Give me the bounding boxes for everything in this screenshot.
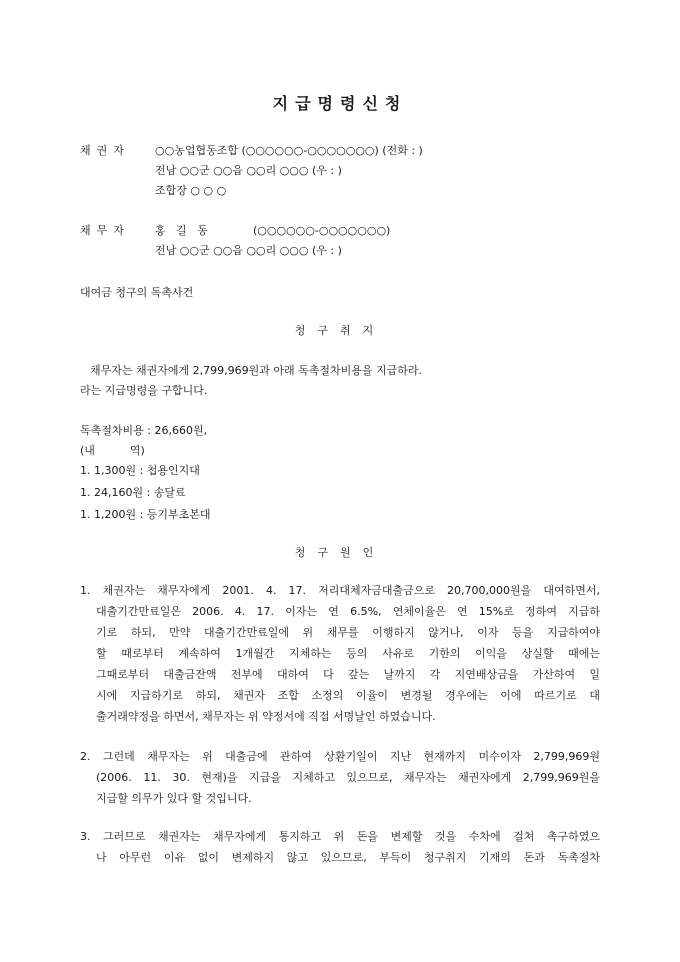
cause-p1-line-2: 대출기간만료일은 2006. 4. 17. 이자는 연 6.5%, 연체이율은 연 15%로 정하여 지급하 [96, 605, 600, 618]
document-title: 지급명령신청 [272, 94, 408, 113]
claim-purpose-heading: 청구취지 [294, 324, 386, 337]
cost-item-stamp: 1. 1,300원 : 첩용인지대 [80, 464, 200, 477]
cost-breakdown-label: (내 역) [80, 444, 145, 457]
cause-p1-line-7: 출거래약정을 하면서, 채무자는 위 약정서에 직접 서명날인 하였습니다. [96, 710, 436, 723]
cost-total: 독촉절차비용 : 26,660원, [80, 424, 208, 437]
cause-p2-line-3: 지급할 의무가 있다 할 것입니다. [96, 792, 252, 805]
cause-p2-line-2: (2006. 11. 30. 현재)을 지급을 지체하고 있으므로, 채무자는 채권자에게 2,799,969원을 [96, 771, 600, 784]
cause-p1-line-3: 기로 하되, 만약 대출기간만료일에 위 채무를 이행하지 않거나, 이자 등을 지급하여야 [96, 626, 600, 639]
creditor-label: 채권자 [80, 144, 130, 157]
cause-p1-line-5: 그때로부터 대출금잔액 전부에 대하여 다 갚는 날까지 각 지연배상금을 가산하여 일 [96, 668, 600, 681]
cause-p1-line-1: 1. 채권자는 채무자에게 2001. 4. 17. 저리대체자금대출금으로 20,700,000원을 대여하면서, [80, 584, 600, 597]
claim-purpose-line-1: 채무자는 채권자에게 2,799,969원과 아래 독촉절차비용을 지급하라. [90, 364, 422, 377]
creditor-representative: 조합장 ○ ○ ○ [155, 184, 227, 197]
cause-p1-line-6: 시에 지급하기로 하되, 채권자 조합 소정의 이율이 변경될 경우에는 이에 따르기로 대 [96, 689, 600, 702]
debtor-id-number: (○○○○○○-○○○○○○○) [253, 224, 391, 237]
creditor-line-1: ○○농업협동조합 (○○○○○○-○○○○○○○) (전화 : ) [155, 144, 423, 157]
cause-p2-line-1: 2. 그런데 채무자는 위 대출금에 관하여 상환기일이 지난 현재까지 미수이자 2,799,969원 [80, 750, 600, 763]
case-name: 대여금 청구의 독촉사건 [80, 286, 194, 299]
claim-purpose-line-2: 라는 지급명령을 구합니다. [80, 384, 208, 397]
cause-p3-line-1: 3. 그러므로 채권자는 채무자에게 통지하고 위 돈을 변제할 것을 수차에 걸쳐 촉구하였으 [80, 830, 600, 843]
cause-p1-line-4: 할 때로부터 계속하여 1개월간 지체하는 등의 사유로 기한의 이익을 상실할 때에는 [96, 647, 600, 660]
creditor-address: 전남 ○○군 ○○읍 ○○리 ○○○ (우 : ) [155, 164, 342, 177]
cost-item-delivery: 1. 24,160원 : 송달료 [80, 486, 186, 499]
debtor-label: 채무자 [80, 224, 130, 237]
cost-item-register: 1. 1,200원 : 등기부초본대 [80, 508, 211, 521]
claim-cause-heading: 청구원인 [294, 546, 386, 559]
debtor-name: 홍 길 동 [155, 224, 208, 237]
debtor-address: 전남 ○○군 ○○읍 ○○리 ○○○ (우 : ) [155, 244, 342, 257]
cause-p3-line-2: 나 아무런 이유 없이 변제하지 않고 있으므로, 부득이 청구취지 기재의 돈과 독촉절차 [96, 851, 600, 864]
